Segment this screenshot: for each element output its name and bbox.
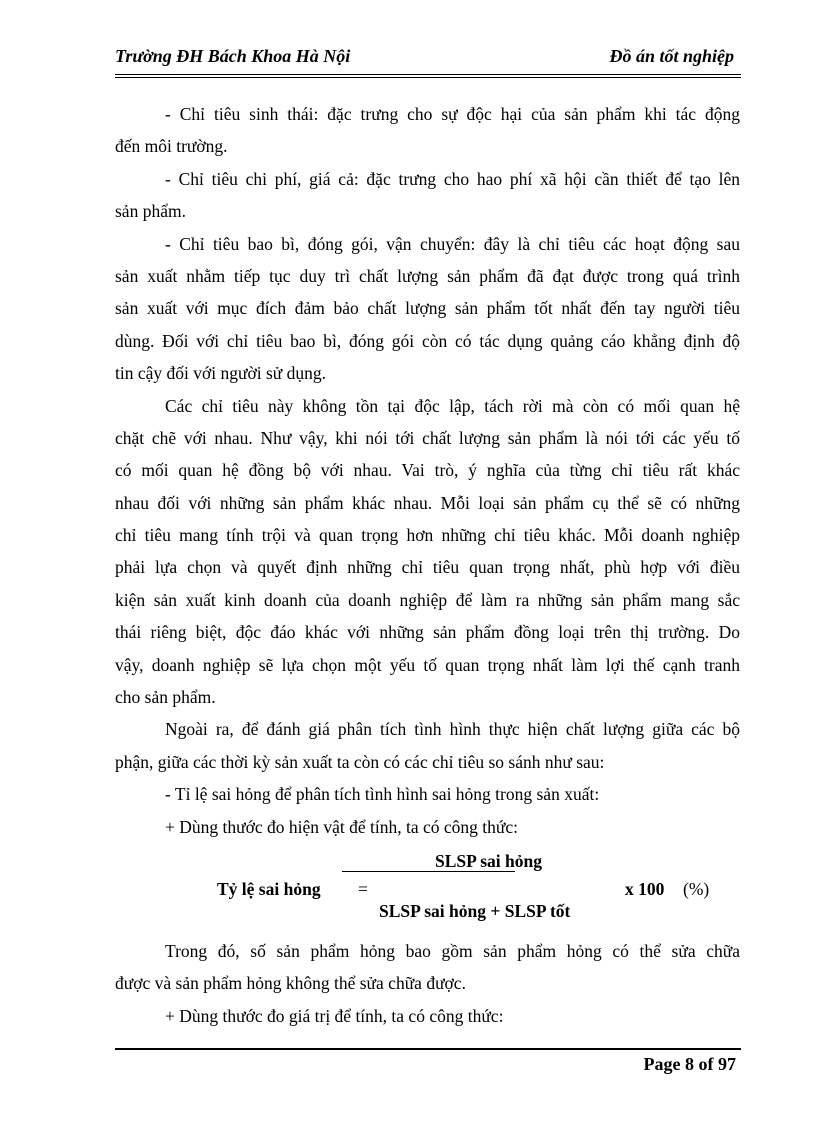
text-line: chặt chẽ với nhau. Như vậy, khi nói tới chất lượng sản phẩm là nói tới các yếu tố <box>115 427 740 448</box>
text-line: sản xuất nhằm tiếp tục duy trì chất lượng sản phẩm đã đạt được trong quá trình <box>115 265 740 286</box>
text-line: vậy, doanh nghiệp sẽ lựa chọn một yếu tố quan trọng nhất làm lợi thế cạnh tranh <box>115 654 740 675</box>
formula-denominator: SLSP sai hỏng + SLSP tốt <box>379 900 571 921</box>
page-header <box>115 46 740 70</box>
formula-multiplier: x 100 <box>625 878 665 899</box>
text-line: + Dùng thước đo giá trị để tính, ta có công thức: <box>165 1005 504 1026</box>
text-line: Các chỉ tiêu này không tồn tại độc lập, tách rời mà còn có mối quan hệ <box>165 395 740 416</box>
footer-rule <box>115 1048 741 1050</box>
formula-unit: (%) <box>683 878 710 899</box>
formula-defect-rate <box>115 839 740 927</box>
text-line: được và sản phẩm hỏng không thể sửa chữa được. <box>115 973 466 994</box>
header-rule <box>115 74 741 75</box>
text-line: thái riêng biệt, độc đáo khác với những sản phẩm đồng loại trên thị trường. Do <box>115 622 740 643</box>
text-line: đến môi trường. <box>115 136 228 157</box>
text-line: tin cậy đối với người sử dụng. <box>115 363 327 384</box>
formula-lhs: Tỷ lệ sai hỏng <box>217 878 321 899</box>
text-line: Ngoài ra, để đánh giá phân tích tình hình thực hiện chất lượng giữa các bộ <box>165 719 740 740</box>
text-line: cho sản phẩm. <box>115 687 216 708</box>
text-line: kiện sản xuất kinh doanh của doanh nghiệp để làm ra những sản phẩm mang sắc <box>115 589 740 610</box>
text-line: phận, giữa các thời kỳ sản xuất ta còn có các chỉ tiêu so sánh như sau: <box>115 751 605 772</box>
document-body <box>115 98 740 1032</box>
header-university: Trường ĐH Bách Khoa Hà Nội <box>115 46 351 66</box>
text-line: có mối quan hệ đồng bộ với nhau. Vai trò, ý nghĩa của từng chỉ tiêu rất khác <box>115 460 740 481</box>
text-line: sản xuất với mục đích đảm bảo chất lượng sản phẩm tốt nhất đến tay người tiêu <box>115 298 740 319</box>
header-doc-type: Đồ án tốt nghiệp <box>609 46 734 66</box>
text-line: chỉ tiêu mang tính trội và quan trọng hơn những chỉ tiêu khác. Mỗi doanh nghiệp <box>115 525 740 546</box>
page-number: Page 8 of 97 <box>643 1054 736 1074</box>
text-line: phải lựa chọn và quyết định những chỉ tiêu quan trọng nhất, phù hợp với điều <box>115 557 740 578</box>
text-line: - Chỉ tiêu bao bì, đóng gói, vận chuyển: đây là chỉ tiêu các hoạt động sau <box>165 233 740 254</box>
text-line: Trong đó, số sản phẩm hỏng bao gồm sản phẩm hỏng có thể sửa chữa <box>165 940 740 961</box>
fraction-bar <box>342 871 515 872</box>
text-line: dùng. Đối với chỉ tiêu bao bì, đóng gói còn có tác dụng quảng cáo khẳng định độ <box>115 330 740 351</box>
text-line: - Chỉ tiêu chi phí, giá cả: đặc trưng cho hao phí xã hội cần thiết để tạo lên <box>165 168 740 189</box>
text-line: - Tỉ lệ sai hỏng để phân tích tình hình sai hỏng trong sản xuất: <box>165 784 600 805</box>
text-line: - Chỉ tiêu sinh thái: đặc trưng cho sự độc hại của sản phẩm khi tác động <box>165 104 740 124</box>
formula-equals: = <box>358 878 368 899</box>
text-line: nhau đối với những sản phẩm khác nhau. Mỗi loại sản phẩm cụ thể sẽ có những <box>115 492 740 513</box>
text-line: sản phẩm. <box>115 201 186 222</box>
text-line: + Dùng thước đo hiện vật để tính, ta có công thức: <box>165 816 519 837</box>
formula-numerator: SLSP sai hỏng <box>435 850 542 871</box>
header-rule-2 <box>115 77 741 78</box>
